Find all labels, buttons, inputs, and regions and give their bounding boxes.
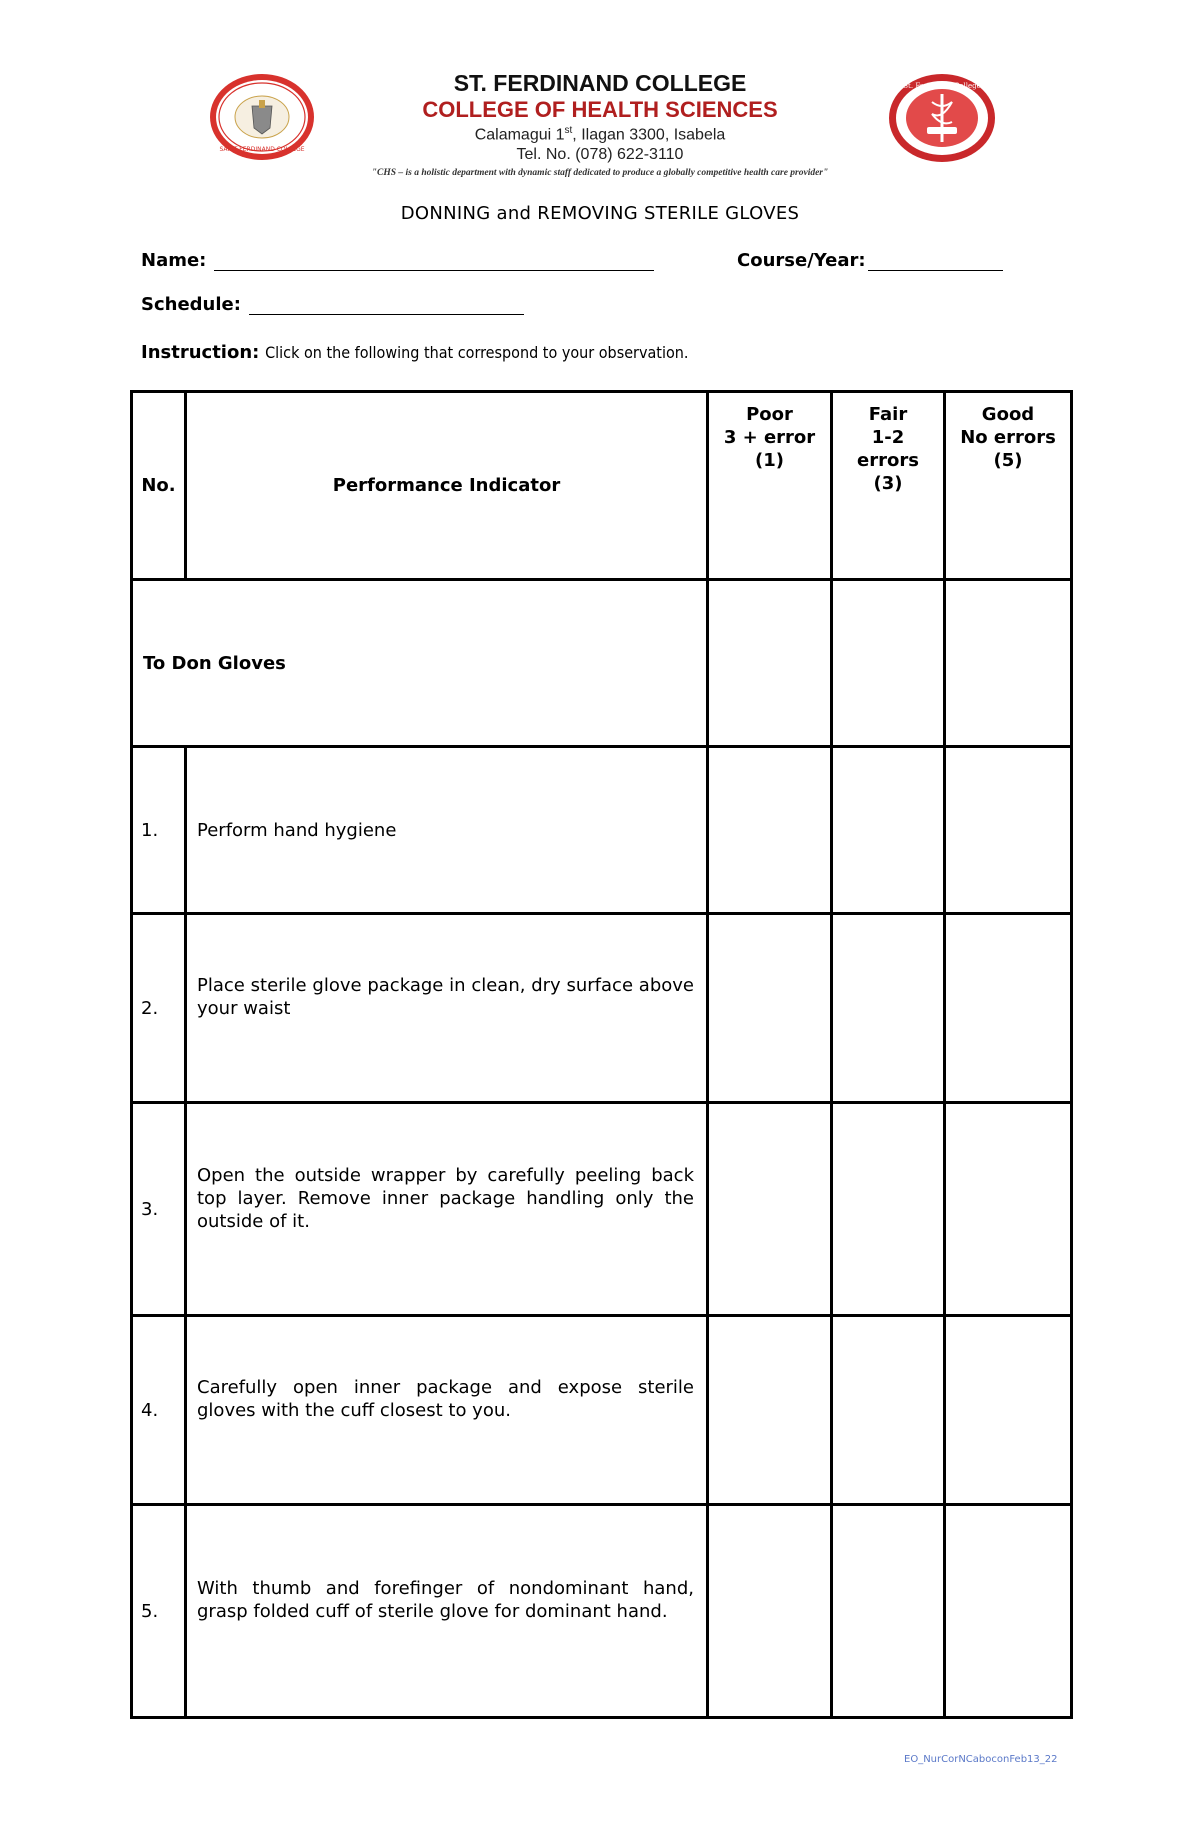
instruction-text: Click on the following that correspond to your observation. xyxy=(265,343,689,362)
score-cell-fair[interactable] xyxy=(832,580,945,747)
table-row xyxy=(132,914,1072,1103)
score-cell-poor[interactable] xyxy=(708,914,832,1103)
row-number: 3. xyxy=(132,1103,186,1316)
row-indicator: Open the outside wrapper by carefully peeling back top layer. Remove inner package handling only the outside of it. xyxy=(186,1103,708,1316)
college-address: Calamagui 1st, Ilagan 3300, Isabela xyxy=(474,125,726,144)
table-row xyxy=(132,1505,1072,1718)
col-header-fair: Fair 1-2 errors (3) xyxy=(832,392,945,580)
table-row xyxy=(132,747,1072,914)
section-row xyxy=(132,580,1072,747)
course-year-label: Course/Year: xyxy=(737,250,866,271)
score-cell-poor[interactable] xyxy=(708,1505,832,1718)
schedule-field xyxy=(141,294,524,315)
form-title: DONNING and REMOVING STERILE GLOVES xyxy=(400,203,800,224)
row-indicator: Carefully open inner package and expose sterile gloves with the cuff closest to you. xyxy=(186,1316,708,1505)
row-number: 4. xyxy=(132,1316,186,1505)
row-indicator: Place sterile glove package in clean, dry surface above your waist xyxy=(186,914,708,1103)
col-header-no: No. xyxy=(132,392,186,580)
row-number: 1. xyxy=(132,747,186,914)
score-cell-fair[interactable] xyxy=(832,1103,945,1316)
course-year-input-line[interactable] xyxy=(868,252,1003,271)
col-header-good: Good No errors (5) xyxy=(945,392,1072,580)
score-cell-good[interactable] xyxy=(945,1505,1072,1718)
college-motto: "CHS – is a holistic department with dynamic staff dedicated to produce a globally competitive health care provider" xyxy=(371,168,829,178)
section-label: To Don Gloves xyxy=(132,580,708,747)
name-input-line[interactable] xyxy=(214,252,654,271)
score-cell-fair[interactable] xyxy=(832,1505,945,1718)
score-cell-good[interactable] xyxy=(945,580,1072,747)
college-seal-right xyxy=(887,72,997,164)
score-cell-fair[interactable] xyxy=(832,747,945,914)
score-cell-good[interactable] xyxy=(945,1103,1072,1316)
table-row xyxy=(132,1316,1072,1505)
college-telephone: Tel. No. (078) 622-3110 xyxy=(516,146,684,163)
seal-left-text: SAINT FERDINAND COLLEGE xyxy=(219,146,305,153)
score-cell-poor[interactable] xyxy=(708,1316,832,1505)
row-indicator: With thumb and forefinger of nondominant hand, grasp folded cuff of sterile glove for dominant hand. xyxy=(186,1505,708,1718)
row-indicator: Perform hand hygiene xyxy=(186,747,708,914)
score-cell-good[interactable] xyxy=(945,914,1072,1103)
seal-right-text: St. Ferdinand College xyxy=(903,82,981,90)
col-header-indicator: Performance Indicator xyxy=(186,392,708,580)
table-header-row xyxy=(132,392,1072,580)
score-cell-good[interactable] xyxy=(945,747,1072,914)
schedule-label: Schedule: xyxy=(141,294,241,315)
row-number: 2. xyxy=(132,914,186,1103)
row-number: 5. xyxy=(132,1505,186,1718)
name-field xyxy=(141,250,654,271)
score-cell-poor[interactable] xyxy=(708,1103,832,1316)
score-cell-fair[interactable] xyxy=(832,914,945,1103)
col-header-poor: Poor 3 + error (1) xyxy=(708,392,832,580)
course-year-field xyxy=(737,250,1003,271)
score-cell-poor[interactable] xyxy=(708,580,832,747)
instruction-label: Instruction: xyxy=(141,342,260,363)
score-cell-good[interactable] xyxy=(945,1316,1072,1505)
document-code: EO_NurCorNCaboconFeb13_22 xyxy=(904,1754,1058,1765)
schedule-input-line[interactable] xyxy=(249,296,524,315)
score-cell-poor[interactable] xyxy=(708,747,832,914)
college-name: ST. FERDINAND COLLEGE xyxy=(453,70,747,96)
name-label: Name: xyxy=(141,250,207,271)
instruction xyxy=(141,342,688,363)
college-subtitle: COLLEGE OF HEALTH SCIENCES xyxy=(422,97,778,122)
table-row xyxy=(132,1103,1072,1316)
rubric-table xyxy=(130,390,1073,1719)
score-cell-fair[interactable] xyxy=(832,1316,945,1505)
